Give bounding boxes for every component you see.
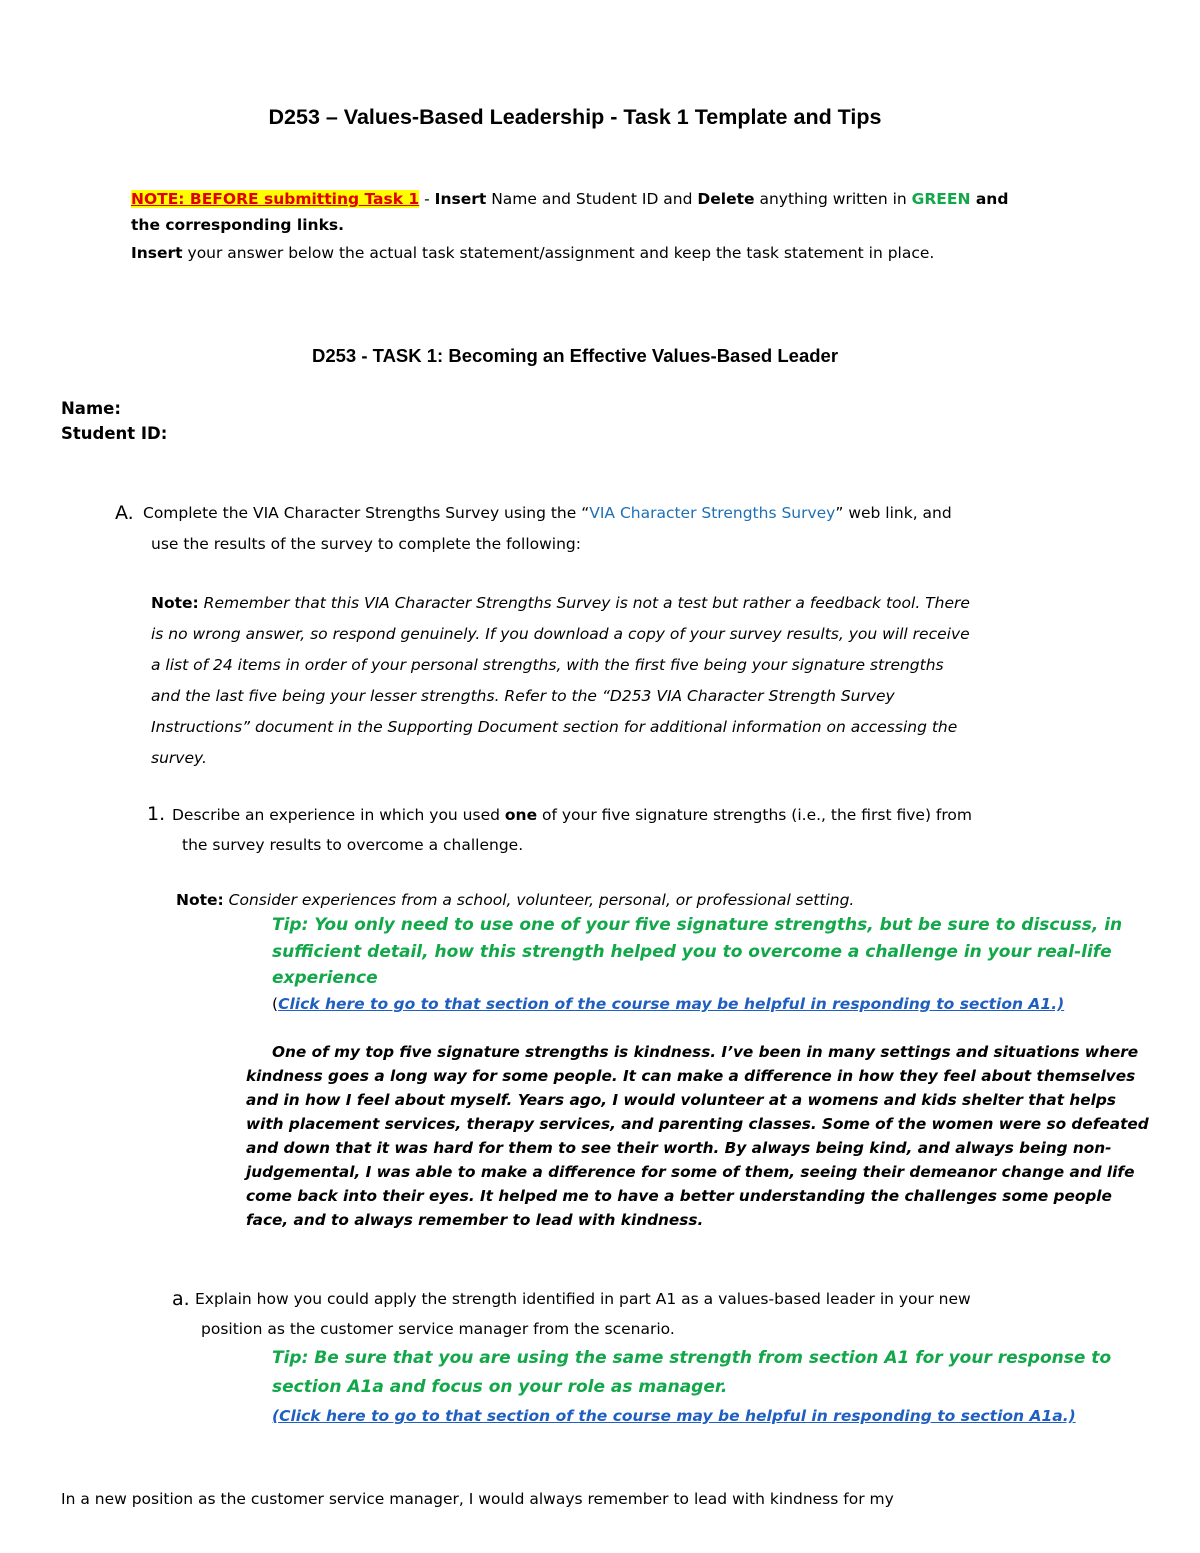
task-title: D253 - TASK 1: Becoming an Effective Values-Based Leader [311,345,839,366]
answer-a1a-line-1: In a new position as the customer service manager, I would always remember to lead with kindness for my [61,1490,894,1508]
section-a1a-tip-line-2: section A1a and focus on your role as manager. [272,1377,728,1397]
note-mid-1: Name and Student ID and [486,190,698,208]
section-1-tip-line-1: Tip: You only need to use one of your five signature strengths, but be sure to discuss, in [272,915,1123,935]
section-a-note-line-3: a list of 24 items in order of your personal strengths, with the first five being your signature strengths [151,656,944,674]
section-a-line-1 [143,504,952,522]
note-insert-word: Insert [434,190,487,208]
section-a-note-line-6: survey. [151,749,207,767]
section-1-note [176,891,854,909]
note-mid-2: anything written in [754,190,912,208]
answer-line-5: and down that it was hard for them to see their worth. By always being kind, and always being non- [246,1139,1112,1157]
student-id-label: Student ID: [61,424,168,443]
section-a-note-line-2: is no wrong answer, so respond genuinely. If you download a copy of your survey results, you will receive [151,625,970,643]
section-1-course-link[interactable]: Click here to go to that section of the course may be helpful in responding to section A1.) [278,995,1065,1013]
section-1-note-text: Consider experiences from a school, volunteer, personal, or professional setting. [223,891,855,909]
section-a1a-line-1: Explain how you could apply the strength identified in part A1 as a values-based leader in your new [195,1290,971,1308]
answer-line-4: with placement services, therapy services, and parenting classes. Some of the women were so defeated [246,1115,1149,1133]
section-a-line-1-post: ” web link, and [835,504,952,522]
section-a-note-line-5: Instructions” document in the Supporting Document section for additional information on accessing the [151,718,958,736]
section-1-note-label: Note: [176,891,224,909]
section-1-marker: 1. [147,803,166,825]
section-1-line-1-pre: Describe an experience in which you used [172,806,505,824]
section-1-line-2: the survey results to overcome a challenge. [182,836,524,854]
section-1-tip-line-3: experience [272,968,378,988]
name-label: Name: [61,399,121,418]
section-a-note-label: Note: [151,594,199,612]
note-insert-word-2: Insert [131,244,183,262]
section-a-marker: A. [115,502,134,524]
answer-line-7: come back into their eyes. It helped me to have a better understanding the challenges some people [246,1187,1112,1205]
section-a-note-text-1: Remember that this VIA Character Strengths Survey is not a test but rather a feedback tool. There [198,594,970,612]
note-green-word: GREEN [911,190,971,208]
via-survey-link[interactable]: VIA Character Strengths Survey [589,504,836,522]
section-a-note-line-1 [151,594,970,612]
answer-line-6: judgemental, I was able to make a difference for some of them, seeing their demeanor change and life [246,1163,1135,1181]
section-a1a-tip-line-1: Tip: Be sure that you are using the same strength from section A1 for your response to [272,1348,1112,1368]
section-1-one-bold: one [504,806,538,824]
answer-line-3: and in how I feel about myself. Years ago, I would volunteer at a womens and kids shelter that helps [246,1091,1116,1109]
answer-line-1: One of my top five signature strengths is kindness. I’ve been in many settings and situations where [272,1043,1139,1061]
note-line-3 [131,244,934,262]
note-line-2: the corresponding links. [131,216,345,234]
section-a1a-line-2: position as the customer service manager from the scenario. [201,1320,675,1338]
section-a-line-2: use the results of the survey to complete the following: [151,535,581,553]
answer-line-2: kindness goes a long way for some people. It can make a difference in how they feel about themselves [246,1067,1136,1085]
note-and: and [970,190,1009,208]
note-delete-word: Delete [697,190,755,208]
section-1-line-1-post: of your five signature strengths (i.e., the first five) from [537,806,972,824]
section-1-link-open: ( [272,995,279,1013]
section-a-note-line-4: and the last five being your lesser strengths. Refer to the “D253 VIA Character Strength Survey [151,687,895,705]
section-a1a-course-link[interactable]: (Click here to go to that section of the course may be helpful in responding to section A1a.) [272,1407,1076,1425]
note-line-3-rest: your answer below the actual task statement/assignment and keep the task statement in place. [182,244,935,262]
section-a1a-marker: a. [172,1288,190,1310]
answer-line-8: face, and to always remember to lead with kindness. [246,1211,704,1229]
section-a-line-1-pre: Complete the VIA Character Strengths Survey using the “ [143,504,590,522]
section-1-tip-line-2: sufficient detail, how this strength helped you to overcome a challenge in your real-life [272,942,1112,962]
note-line-1 [131,190,1008,208]
note-dash: - [419,190,435,208]
section-1-course-link-line [272,995,1064,1013]
document-title: D253 – Values-Based Leadership - Task 1 Template and Tips [268,105,882,129]
section-1-line-1 [172,806,972,824]
note-warning-label: NOTE: BEFORE submitting Task 1 [131,190,420,208]
